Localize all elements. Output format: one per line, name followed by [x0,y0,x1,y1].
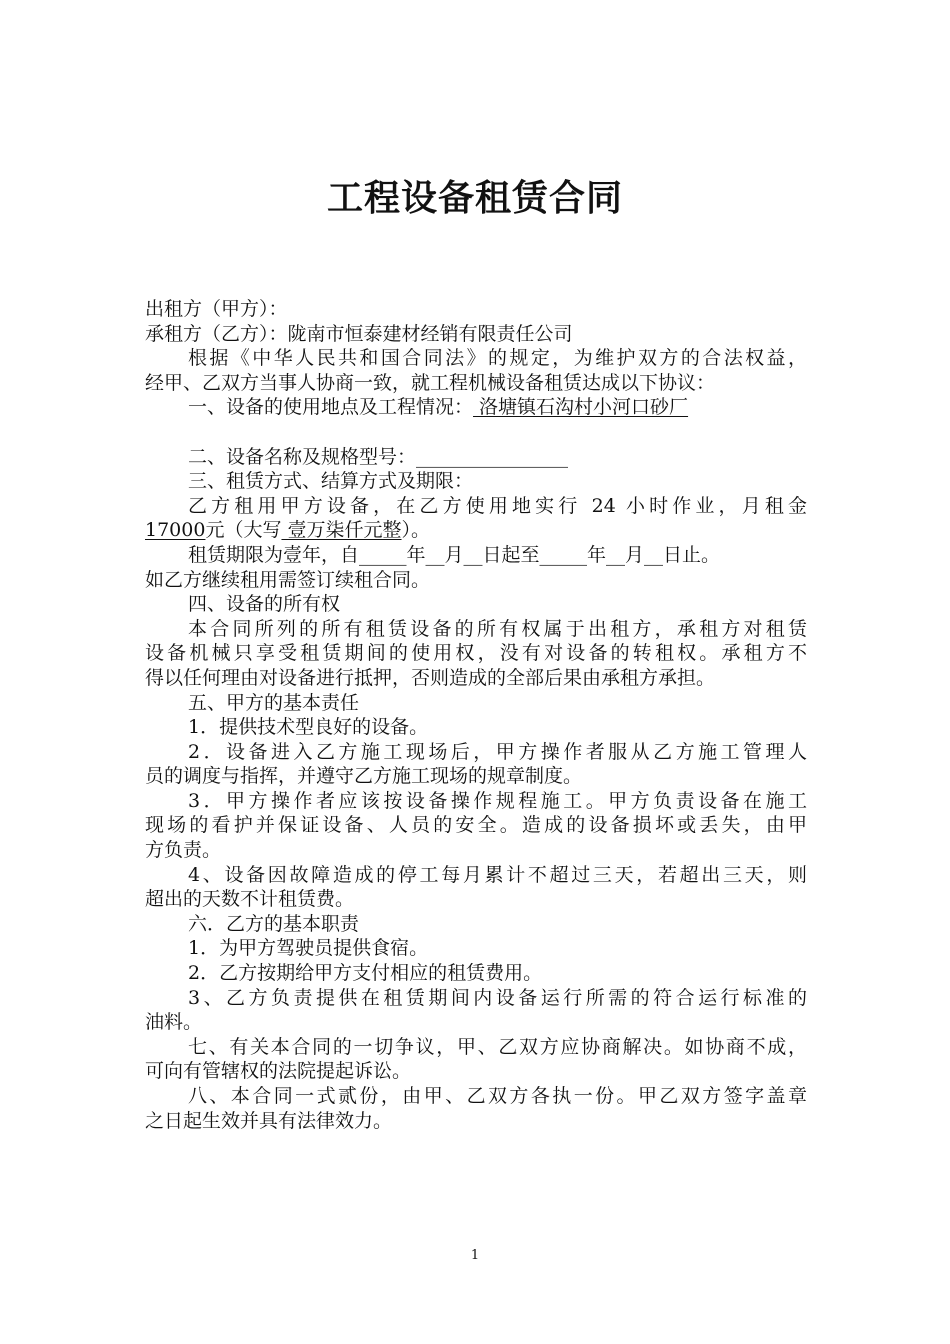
section-7-line-2: 可向有管辖权的法院提起诉讼。 [145,1060,412,1083]
section-5-heading: 五、甲方的基本责任 [188,691,360,714]
section-4-line-1: 本合同所列的所有租赁设备的所有权属于出租方，承租方对租赁 [188,617,807,640]
section-3-heading: 三、租赁方式、结算方式及期限： [188,470,474,493]
section-3-line-1: 乙方租用甲方设备，在乙方使用地实行 24 小时作业，月租金 [188,494,807,517]
renewal-line: 如乙方继续租用需签订续租合同。 [145,568,431,591]
section-5-item-4-line-2: 超出的天数不计租赁费。 [145,888,355,911]
section-2-label: 二、设备名称及规格型号： [188,445,417,468]
section-4-heading: 四、设备的所有权 [188,593,341,616]
blank-line [145,420,807,445]
section-4-line-3: 得以任何理由对设备进行抵押，否则造成的全部后果由承租方承担。 [145,666,716,689]
section-5-item-3-line-1: 3．甲方操作者应该按设备操作规程施工。甲方负责设备在施工 [188,789,807,812]
section-8-line-1: 八、本合同一式贰份，由甲、乙双方各执一份。甲乙双方签字盖章 [188,1085,807,1107]
usage-location-value: 洛塘镇石沟村小河口砂厂 [473,396,689,419]
equipment-model-blank: ________________ [416,445,569,468]
amount-in-words: 壹万柒仟元整 [281,519,402,542]
contract-body [145,297,807,1133]
section-6-heading: 六．乙方的基本职责 [188,912,360,935]
section-6-item-3-line-2: 油料。 [145,1011,203,1034]
lessor-line: 出租方（甲方）： [145,298,288,320]
section-6-item-2: 2．乙方按期给甲方支付相应的租赁费用。 [188,962,543,985]
section-3-amount-line [145,518,807,543]
page-number: 1 [470,1248,480,1263]
section-5-item-2-line-2: 员的调度与指挥，并遵守乙方施工现场的规章制度。 [145,765,583,788]
section-7-line-1: 七、有关本合同的一切争议，甲、乙双方应协商解决。如协商不成， [188,1035,807,1058]
lessee-name: 陇南市恒泰建材经销有限责任公司 [287,322,573,345]
section-1-line [145,395,807,420]
lessee-line [145,322,807,347]
section-5-item-2-line-1: 2．设备进入乙方施工现场后，甲方操作者服从乙方施工管理人 [188,740,807,763]
section-8-line-2: 之日起生效并具有法律效力。 [145,1109,393,1132]
document-title: 工程设备租赁合同 [326,178,623,219]
amount-close: ）。 [401,519,431,542]
section-6-item-1: 1．为甲方驾驶员提供食宿。 [188,937,429,960]
section-5-item-3-line-3: 方负责。 [145,839,222,862]
section-6-item-3-line-1: 3、乙方负责提供在租赁期间内设备运行所需的符合运行标准的 [188,986,807,1009]
section-5-item-1: 1．提供技术型良好的设备。 [188,716,429,739]
section-2-line [145,445,807,470]
lessee-label: 承租方（乙方）： [145,322,288,345]
section-1-label: 一、设备的使用地点及工程情况： [188,396,474,419]
section-5-item-3-line-2: 现场的看护并保证设备、人员的安全。造成的设备损坏或丢失，由甲 [145,814,807,837]
section-5-item-4-line-1: 4、设备因故障造成的停工每月累计不超过三天，若超出三天，则 [188,863,807,886]
amount-unit: 元（大写 [205,519,282,542]
preamble-line-2: 经甲、乙双方当事人协商一致，就工程机械设备租赁达成以下协议： [145,371,716,394]
lease-term-line: 租赁期限为壹年，自_____年__月__日起至_____年__月__日止。 [188,543,721,566]
monthly-rent-amount: 17000 [145,519,206,542]
section-4-line-2: 设备机械只享受租赁期间的使用权，没有对设备的转租权。承租方不 [145,642,807,665]
preamble-line-1: 根据《中华人民共和国合同法》的规定，为维护双方的合法权益， [188,347,807,370]
